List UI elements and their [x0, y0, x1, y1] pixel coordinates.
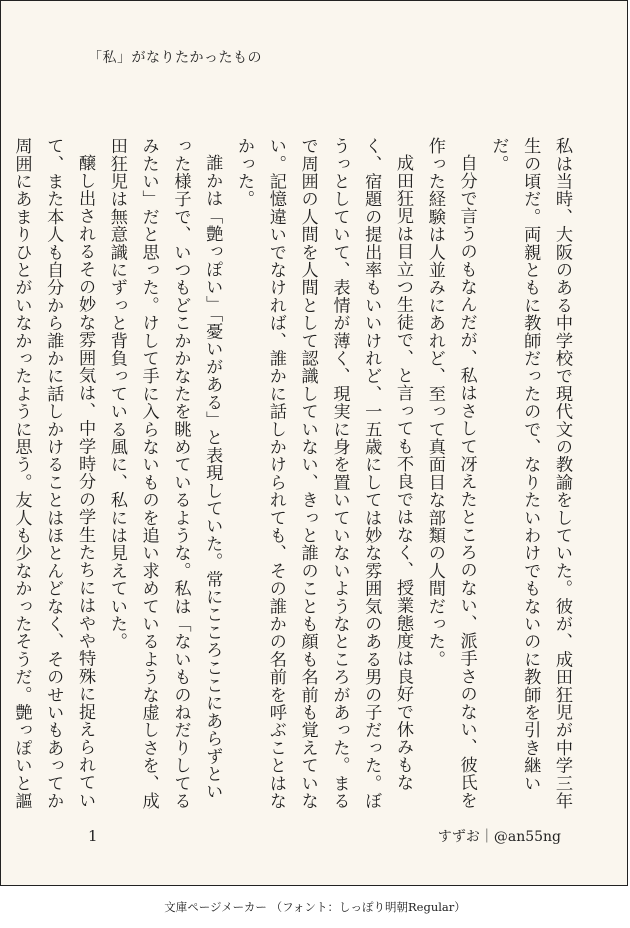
paragraph-3: 成田狂児は目立つ生徒で、と言っても不良ではなく、授業態度は良好で休みもなく、宿題の提出率もいいけれど、一五歳にしては妙な雰囲気のある男の子だった。ぼうっとしていて、表情が薄く、現実に身を置いていないようなところがあった。まるで周囲の人間を人間として認識していない、きっと誰のことも顔も名前も覚えていない。記憶違いでなければ、誰かに話しかけられても、その誰かの名前を呼ぶことはなかった。: [234, 137, 414, 810]
paragraph-1: 私は当時、大阪のある中学校で現代文の教諭をしていた。彼が、成田狂児が中学三年生の頃だ。両親ともに教師だったので、なりたいわけでもないのに教師を引き継いだ。: [488, 137, 572, 810]
footer-credit: 文庫ページメーカー （フォント：しっぽり明朝Regular）: [164, 900, 466, 914]
author-credit: すずお｜@an55ng: [437, 829, 561, 845]
page-header-title: 「私」がなりたかったもの: [88, 50, 262, 66]
paragraph-4: 誰かは「艶っぽい」「憂いがある」と表現していた。常にこころここにあらずといった様子で、いつもどこかかなたを眺めているような。私は「ないものねだりしてるみたい」だと思った。けして手に入らないものを追い求めているような虚しさを、成田狂児は無意識にずっと背負っている風に、私には見えていた。: [106, 137, 223, 810]
vertical-body-text: [11, 137, 577, 817]
page-number: 1: [88, 827, 98, 845]
paragraph-2: 自分で言うのもなんだが、私はさして冴えたところのない、派手さのない、彼氏を作った経験は人並みにあれど、至って真面目な部類の人間だった。: [424, 137, 477, 810]
paragraph-5: 醸し出されるその妙な雰囲気は、中学時分の学生たちにはやや特殊に捉えられていて、また本人も自分から誰かに話しかけることはほとんどなく、そのせいもあってか周囲にあまりひとがいなかったように思う。友人も少なかったそうだ。艶っぽいと謳: [11, 137, 96, 810]
